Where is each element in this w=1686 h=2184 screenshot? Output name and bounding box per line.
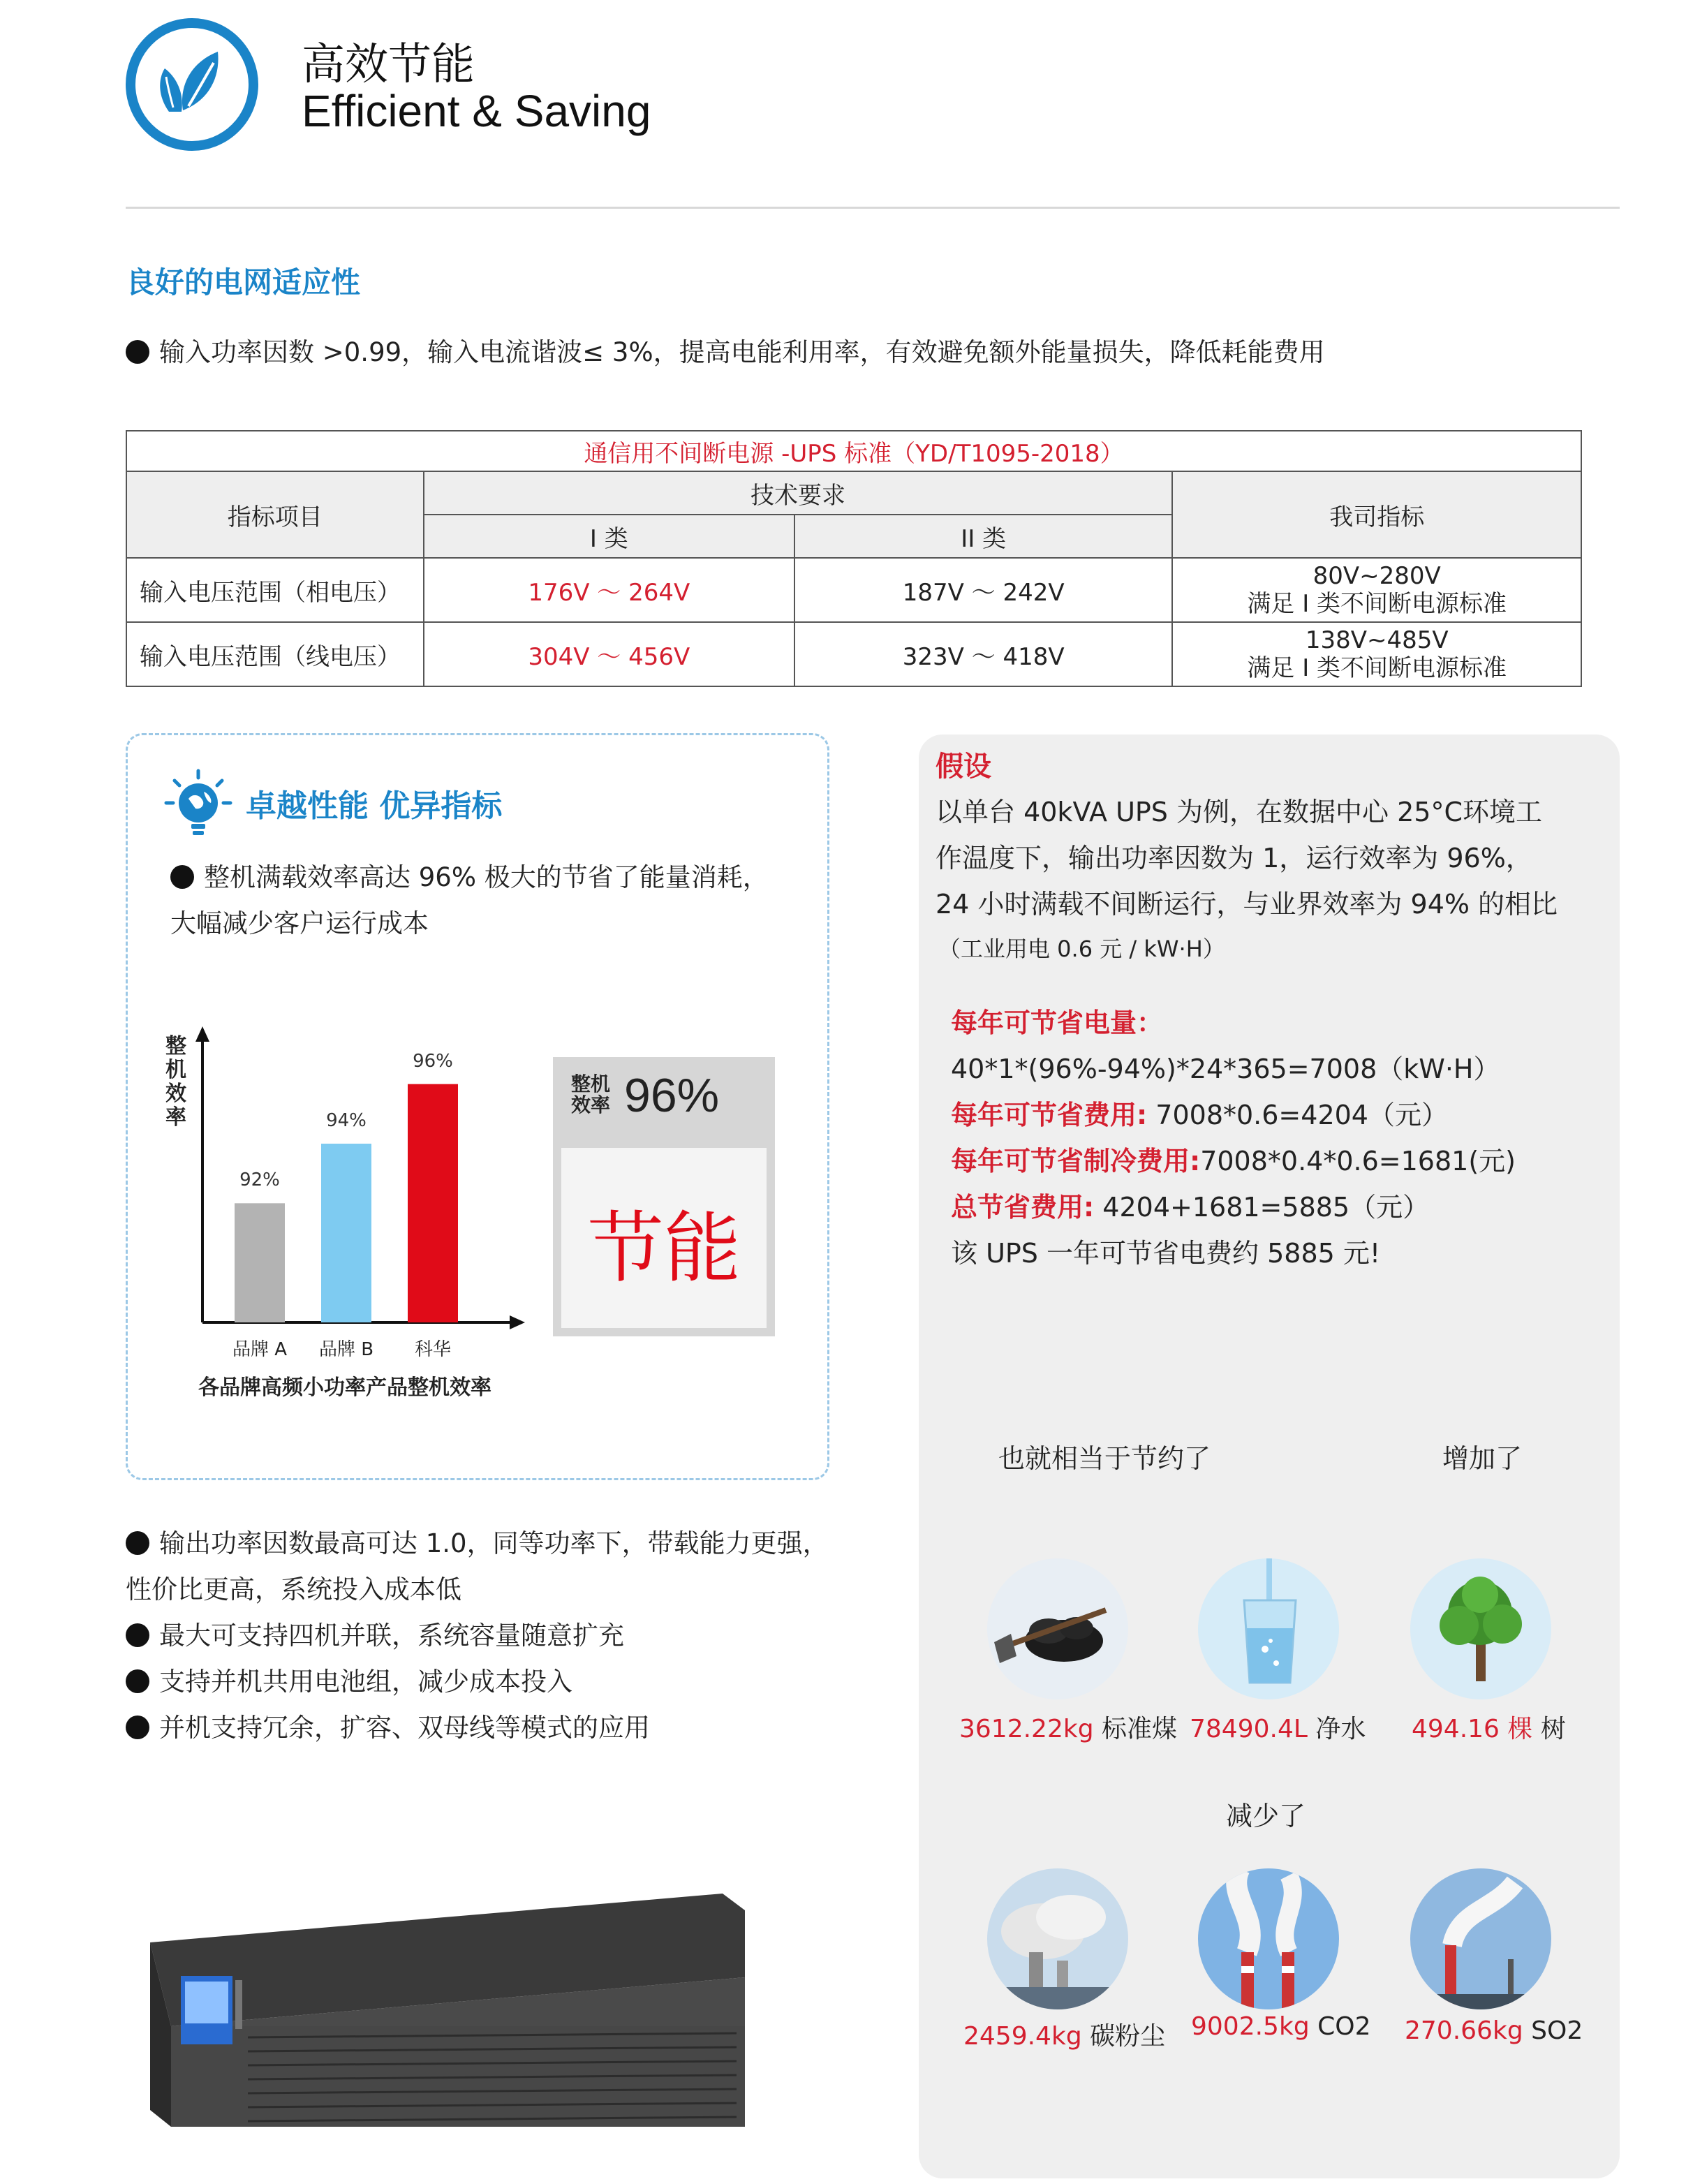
feature-text: 支持并机共用电池组，减少成本投入 [159, 1667, 572, 1697]
table-header-class2: II 类 [794, 515, 1172, 558]
equiv-unit: CO2 [1317, 2012, 1371, 2041]
equiv-unit: 树 [1540, 1715, 1566, 1743]
energy-label: 每年可节省电量： [951, 1008, 1164, 1038]
bar-value-label: 92% [239, 1170, 280, 1191]
table-row [126, 558, 1581, 622]
badge-text: 节能 [587, 1204, 741, 1293]
bar-0 [235, 1203, 285, 1322]
bar-category-label: 科华 [414, 1339, 451, 1360]
tree-icon [1410, 1558, 1551, 1699]
bullet-dot [126, 340, 149, 364]
assumption-title: 假设 [936, 751, 991, 783]
grid-bullet-text: 输入功率因数 >0.99，输入电流谐波≤ 3%，提高电能利用率，有效避免额外能量损失，降低耗能费用 [159, 337, 1325, 367]
table-cell-ours [1172, 622, 1581, 686]
table-header-tech: 技术要求 [424, 471, 1173, 515]
bar-category-label: 品牌 A [232, 1339, 288, 1360]
header-divider [126, 207, 1620, 209]
efficiency-bar-chart [154, 1026, 531, 1355]
assumption-note: （工业用电 0.6 元 / kW·H） [938, 936, 1225, 962]
bar-2 [408, 1084, 458, 1322]
page-title-en: Efficient & Saving [302, 86, 651, 136]
cooling-tower-icon [1198, 1868, 1339, 2009]
feature-text-cont: 性价比更高，系统投入成本低 [126, 1574, 461, 1604]
added-heading: 增加了 [1442, 1443, 1523, 1474]
equiv-value: 78490.4L [1190, 1715, 1308, 1743]
feature-item [126, 1706, 650, 1744]
equiv-value: 9002.5kg [1191, 2012, 1310, 2041]
performance-title: 卓越性能 优异指标 [246, 788, 503, 824]
section-title-grid: 良好的电网适应性 [126, 265, 361, 300]
equiv-caption-so2 [1405, 2016, 1583, 2045]
ours-note: 满足 I 类不间断电源标准 [1247, 654, 1507, 682]
table-cell-class2: 323V ～ 418V [794, 622, 1172, 686]
y-axis-arrow [195, 1026, 209, 1042]
smokestack-icon [987, 1868, 1128, 2009]
bar-value-label: 94% [326, 1110, 367, 1131]
cost-calc: 7008*0.6=4204（元） [1155, 1100, 1448, 1130]
feature-item [126, 1660, 572, 1698]
equiv-caption-co2 [1191, 2012, 1371, 2041]
equiv-caption-tree [1412, 1709, 1566, 1745]
bullet-dot [126, 1716, 149, 1739]
equiv-caption-dust [963, 2016, 1165, 2052]
ours-range: 80V~280V [1312, 562, 1441, 590]
equiv-caption-coal [959, 1709, 1177, 1745]
energy-calc: 40*1*(96%-94%)*24*365=7008（kW·H） [951, 1054, 1500, 1084]
equiv-value: 3612.22kg [959, 1715, 1094, 1743]
table-cell-item: 输入电压范围（线电压） [126, 622, 424, 686]
feature-text: 输出功率因数最高可达 1.0，同等功率下，带载能力更强， [159, 1528, 829, 1558]
total-line [951, 1186, 1429, 1224]
table-header-item: 指标项目 [126, 471, 424, 558]
equiv-unit: 碳粉尘 [1090, 2022, 1166, 2051]
chimney-icon [1410, 1868, 1551, 2009]
ours-note: 满足 I 类不间断电源标准 [1247, 590, 1507, 618]
feature-text: 并机支持冗余，扩容、双母线等模式的应用 [159, 1713, 650, 1743]
badge-label: 整机效率 [571, 1072, 611, 1116]
equiv-value: 270.66kg [1405, 2016, 1523, 2045]
table-cell-class1: 176V ～ 264V [424, 558, 794, 622]
ours-range: 138V~485V [1305, 626, 1449, 654]
assumption-line: 作温度下，输出功率因数为 1，运行效率为 96%， [936, 843, 1532, 873]
equiv-unit: 净水 [1315, 1715, 1366, 1743]
reduced-heading: 减少了 [1226, 1801, 1306, 1831]
lightbulb-globe-icon [163, 768, 233, 838]
equiv-unit: SO2 [1531, 2016, 1583, 2045]
total-label: 总节省费用: [951, 1192, 1095, 1223]
total-calc: 4204+1681=5885（元） [1102, 1192, 1430, 1223]
equiv-value: 494.16 棵 [1412, 1715, 1533, 1743]
equiv-caption-water [1190, 1709, 1366, 1745]
equiv-value: 2459.4kg [963, 2022, 1082, 2051]
bullet-dot [126, 1531, 149, 1555]
feature-item [126, 1614, 624, 1652]
assumption-line: 24 小时满载不间断运行，与业界效率为 94% 的相比 [936, 889, 1558, 920]
bullet-dot [126, 1669, 149, 1693]
table-header-ours: 我司指标 [1172, 471, 1581, 558]
x-axis-arrow [510, 1315, 525, 1329]
cost-line [951, 1093, 1448, 1132]
chart-title: 各品牌高频小功率产品整机效率 [198, 1375, 491, 1400]
cooling-line [951, 1139, 1516, 1178]
bar-value-label: 96% [413, 1050, 453, 1072]
performance-bullet [170, 856, 769, 894]
ups-rack-icon [150, 1894, 745, 2127]
leaf-icon [126, 18, 258, 151]
coal-icon [987, 1558, 1128, 1699]
table-cell-class1: 304V ～ 456V [424, 622, 794, 686]
chart-y-label: 整 机 效 率 [165, 1034, 186, 1130]
bullet-dot [126, 1623, 149, 1647]
feature-text: 最大可支持四机并联，系统容量随意扩充 [159, 1621, 624, 1651]
bar-category-label: 品牌 B [318, 1339, 374, 1360]
saved-heading: 也就相当于节约了 [998, 1443, 1211, 1474]
conclusion: 该 UPS 一年可节省电费约 5885 元! [951, 1238, 1381, 1269]
cost-label: 每年可节省费用: [951, 1100, 1148, 1130]
table-caption: 通信用不间断电源 -UPS 标准（YD/T1095-2018） [126, 431, 1581, 471]
table-cell-ours [1172, 558, 1581, 622]
equiv-unit: 标准煤 [1102, 1715, 1178, 1743]
table-row [126, 622, 1581, 686]
cooling-calc: 7008*0.4*0.6=1681(元) [1200, 1146, 1516, 1176]
feature-item [126, 1522, 829, 1560]
water-glass-icon [1198, 1558, 1339, 1699]
grid-bullet [126, 331, 1325, 369]
ups-standard-table [126, 430, 1582, 687]
bullet-dot [170, 865, 194, 889]
page-title-cn: 高效节能 [302, 38, 475, 89]
cooling-label: 每年可节省制冷费用: [951, 1146, 1201, 1176]
performance-bullet-line2: 大幅减少客户运行成本 [170, 908, 429, 938]
table-header-class1: I 类 [424, 515, 794, 558]
bar-1 [321, 1144, 371, 1322]
badge-value: 96% [624, 1069, 720, 1122]
table-cell-item: 输入电压范围（相电压） [126, 558, 424, 622]
table-cell-class2: 187V ～ 242V [794, 558, 1172, 622]
assumption-line: 以单台 40kVA UPS 为例，在数据中心 25°C环境工 [936, 797, 1542, 827]
performance-bullet-line1: 整机满载效率高达 96% 极大的节省了能量消耗， [204, 862, 769, 892]
